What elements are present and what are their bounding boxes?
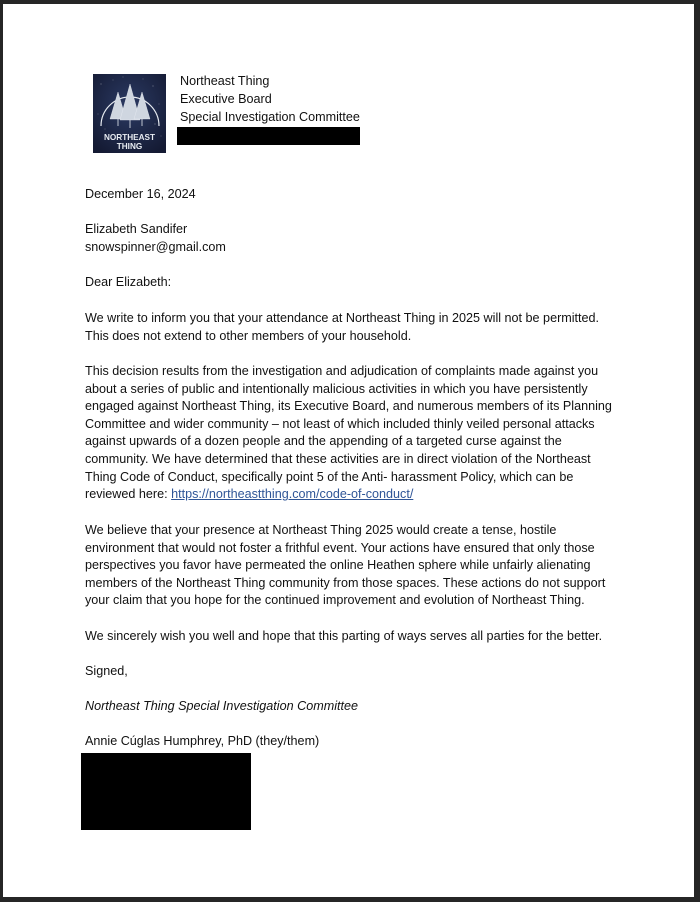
logo-text-line2: THING: [116, 142, 143, 151]
paragraph-farewell: We sincerely wish you well and hope that this parting of ways serves all parties for the better.: [85, 629, 603, 643]
recipient-email: snowspinner@gmail.com: [85, 239, 226, 254]
header-redaction-bar: [177, 127, 360, 145]
paragraph-decision: We write to inform you that your attendance at Northeast Thing in 2025 will not be permitted. This does not extend to other members of your household.: [85, 311, 600, 343]
org-name: Northeast Thing: [180, 74, 270, 88]
salutation: Dear Elizabeth:: [85, 275, 172, 289]
logo-text-line1: NORTHEAST: [104, 133, 155, 142]
paragraph-presence: We believe that your presence at Northeast Thing 2025 would create a tense, hostile environment that would not foster a frithful event. Your actions have ensured that only those perspectives you favor have permeated the online Heathen sphere while unfairly alienating members of the Northeast Thing community from those spaces. These actions do not support your claim that you hope for the continued improvement and evolution of Northeast Thing.: [85, 523, 606, 608]
letter-page: [3, 4, 694, 897]
northeast-thing-logo-icon: [93, 74, 166, 153]
recipient-block: [85, 221, 615, 256]
closing-signer: Annie Cúglas Humphrey, PhD (they/them): [85, 734, 320, 748]
signature-redaction-box: [81, 753, 251, 830]
letter-date: December 16, 2024: [85, 187, 196, 201]
letterhead-org-block: [180, 72, 360, 126]
org-board: Executive Board: [180, 92, 272, 106]
closing-signed: Signed,: [85, 664, 128, 678]
paragraph-reason: [85, 363, 615, 504]
code-of-conduct-link[interactable]: https://northeastthing.com/code-of-conduct/: [171, 487, 414, 502]
paragraph-reason-text: This decision results from the investigation and adjudication of complaints made against you about a series of public and intentionally malicious activities in which you have persistently engaged against Northeast Thing, its Executive Board, and numerous members of its Planning Committee and wider community – not least of which included thinly veiled personal attacks against upwards of a dozen people and the appending of a targeted curse against the community. We have determined that these activities are in direct violation of the Northeast Thing Code of Conduct, specifically point 5 of the Anti- harassment Policy, which can be reviewed here:: [85, 364, 612, 502]
closing-committee: Northeast Thing Special Investigation Committee: [85, 699, 358, 713]
org-committee: Special Investigation Committee: [180, 110, 360, 124]
recipient-name: Elizabeth Sandifer: [85, 222, 188, 236]
